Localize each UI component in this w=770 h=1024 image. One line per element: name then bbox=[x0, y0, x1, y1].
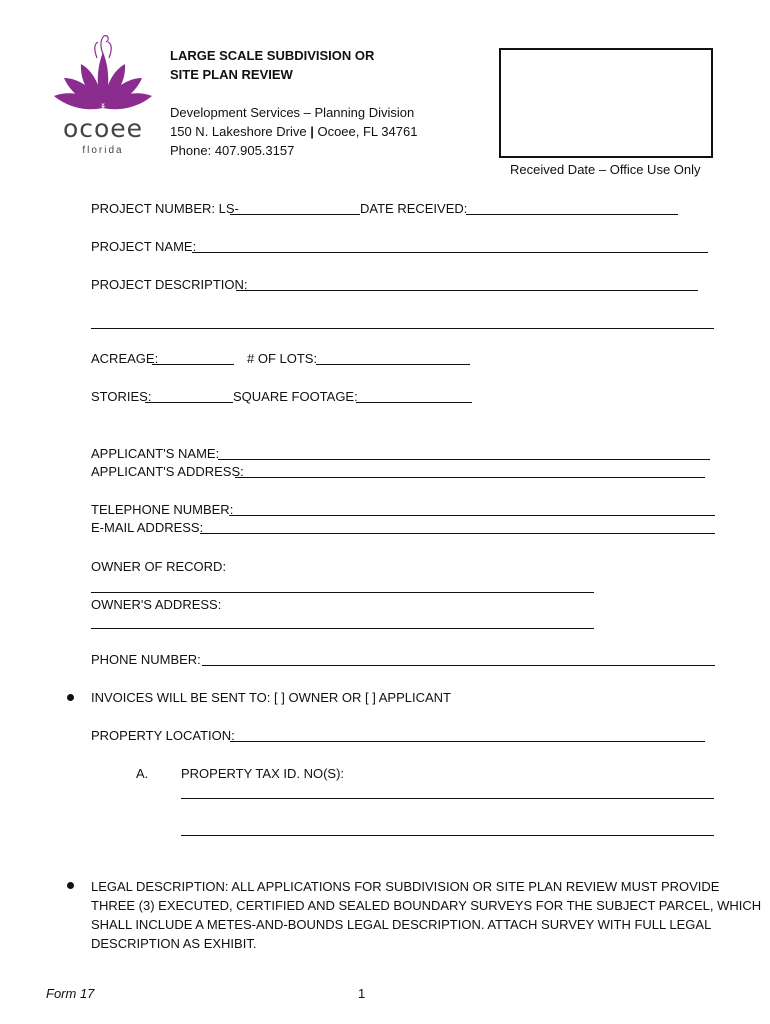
owner-of-record-field[interactable] bbox=[91, 592, 594, 593]
property-location-field[interactable] bbox=[230, 741, 705, 742]
form-number: Form 17 bbox=[46, 986, 95, 1001]
stories-label: STORIES: bbox=[91, 389, 152, 404]
applicant-name-label: APPLICANT'S NAME: bbox=[91, 446, 220, 461]
address-city: Ocoee, FL 34761 bbox=[317, 124, 418, 139]
applicant-address-label: APPLICANT'S ADDRESS: bbox=[91, 464, 244, 479]
acreage-label: ACREAGE: bbox=[91, 351, 159, 366]
email-label: E-MAIL ADDRESS: bbox=[91, 520, 204, 535]
tax-id-label: PROPERTY TAX ID. NO(S): bbox=[181, 766, 345, 781]
form-title-line-1: LARGE SCALE SUBDIVISION OR bbox=[170, 48, 375, 63]
tax-id-field-2[interactable] bbox=[181, 835, 714, 836]
telephone-label: TELEPHONE NUMBER: bbox=[91, 502, 234, 517]
date-received-label: DATE RECEIVED: bbox=[360, 201, 468, 216]
property-location-label: PROPERTY LOCATION: bbox=[91, 728, 235, 743]
project-description-field-2[interactable] bbox=[91, 328, 714, 329]
email-field[interactable] bbox=[200, 533, 715, 534]
project-name-label: PROJECT NAME: bbox=[91, 239, 197, 254]
form-title-line-2: SITE PLAN REVIEW bbox=[170, 67, 293, 82]
bullet-icon bbox=[67, 882, 74, 889]
owner-address-field[interactable] bbox=[91, 628, 594, 629]
acreage-field[interactable] bbox=[152, 364, 234, 365]
applicant-name-field[interactable] bbox=[218, 459, 710, 460]
logo-wordmark: ocoee bbox=[62, 114, 144, 143]
address-separator: | bbox=[310, 124, 314, 139]
square-footage-field[interactable] bbox=[356, 402, 472, 403]
applicant-address-field[interactable] bbox=[235, 477, 705, 478]
lots-label: # OF LOTS: bbox=[247, 351, 318, 366]
tax-id-field-1[interactable] bbox=[181, 798, 714, 799]
owner-address-label: OWNER'S ADDRESS: bbox=[91, 597, 222, 612]
received-date-box bbox=[499, 48, 713, 158]
ocoee-logo bbox=[48, 32, 158, 162]
office-use-caption: Received Date – Office Use Only bbox=[510, 162, 701, 177]
legal-line-3: SHALL INCLUDE A METES-AND-BOUNDS LEGAL DESCRIPTION. ATTACH SURVEY WITH FULL LEGAL bbox=[91, 917, 712, 932]
legal-description bbox=[91, 877, 762, 953]
legal-line-2: THREE (3) EXECUTED, CERTIFIED AND SEALED BOUNDARY SURVEYS FOR THE SUBJECT PARCEL, WHICH bbox=[91, 898, 762, 913]
project-description-field[interactable] bbox=[236, 290, 698, 291]
legal-line-4: DESCRIPTION AS EXHIBIT. bbox=[91, 936, 257, 951]
legal-line-1: LEGAL DESCRIPTION: ALL APPLICATIONS FOR SUBDIVISION OR SITE PLAN REVIEW MUST PROVIDE bbox=[91, 879, 720, 894]
address bbox=[170, 124, 417, 140]
project-number-field[interactable] bbox=[230, 214, 360, 215]
phone: Phone: 407.905.3157 bbox=[170, 143, 295, 158]
owner-of-record-label: OWNER OF RECORD: bbox=[91, 559, 227, 574]
address-street: 150 N. Lakeshore Drive bbox=[170, 124, 307, 139]
phone-number-field[interactable] bbox=[202, 665, 715, 666]
lots-field[interactable] bbox=[316, 364, 470, 365]
department: Development Services – Planning Division bbox=[170, 105, 415, 120]
stories-field[interactable] bbox=[145, 402, 233, 403]
logo-subtitle: florida bbox=[82, 145, 124, 156]
project-name-field[interactable] bbox=[192, 252, 708, 253]
project-description-label: PROJECT DESCRIPTION: bbox=[91, 277, 248, 292]
square-footage-label: SQUARE FOOTAGE: bbox=[233, 389, 358, 404]
tax-id-letter: A. bbox=[136, 766, 149, 781]
invoices-line: INVOICES WILL BE SENT TO: [ ] OWNER OR [ ] APPLICANT bbox=[91, 690, 451, 705]
bullet-icon bbox=[67, 694, 74, 701]
project-number-label: PROJECT NUMBER: LS- bbox=[91, 201, 239, 216]
page-number: 1 bbox=[358, 986, 366, 1001]
date-received-field[interactable] bbox=[466, 214, 678, 215]
telephone-field[interactable] bbox=[229, 515, 715, 516]
phone-number-label: PHONE NUMBER: bbox=[91, 652, 201, 667]
